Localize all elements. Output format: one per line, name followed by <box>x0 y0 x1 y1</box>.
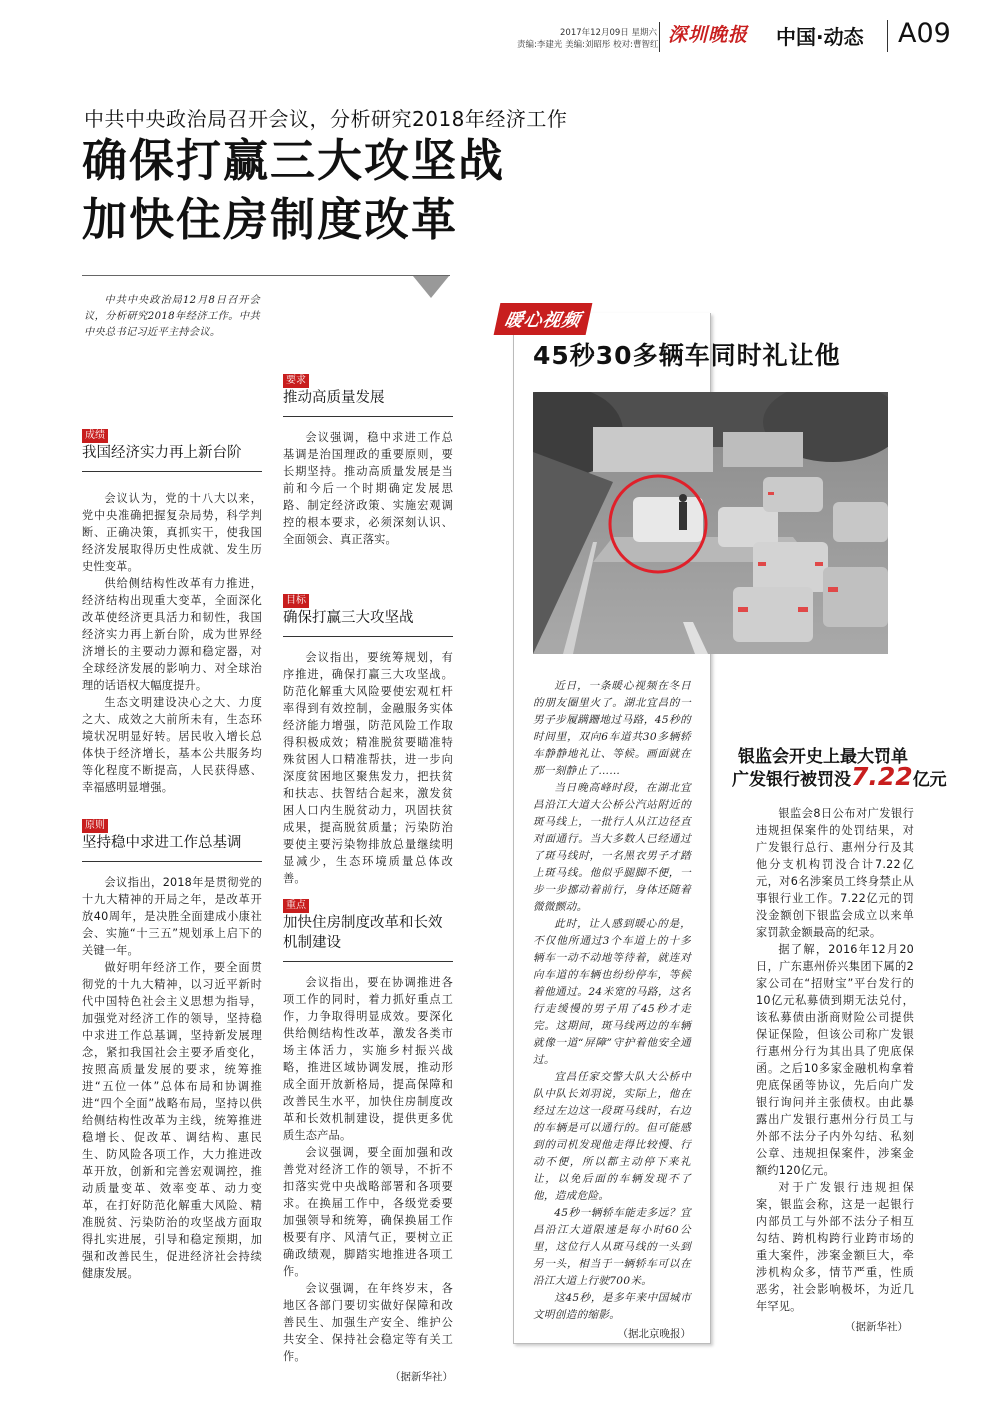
section-tag: 重点 <box>283 899 309 913</box>
main-headline-2: 加快住房制度改革 <box>82 193 459 246</box>
traffic-photo <box>533 392 888 654</box>
main-kicker: 中共中央政治局召开会议，分析研究2018年经济工作 <box>84 107 568 131</box>
page-number: A09 <box>898 18 951 49</box>
paragraph: 宜昌任家交警大队大公桥中队中队长刘羽说，实际上，他在经过左边这一段斑马线时，右边的车辆是可以通行的。但可能感到的司机发现他走得比较慢、行动不便，所以都主动停下来礼让，以免后面的车辆发现不了他，造成危险。 <box>533 1071 691 1202</box>
video-label: 暖心视频 <box>494 303 593 335</box>
paragraph: 当日晚高峰时段，在湖北宜昌沿江大道大公桥公汽站附近的斑马线上，一批行人从江边径直对面通行。当大多数人已经通过了斑马线时，一名黑衣男子才踏上斑马线。他似乎腿脚不便，一步一步挪动着前行，身体还随着微微颤动。 <box>533 782 691 913</box>
paragraph: 会议强调，在年终岁末，各地区各部门要切实做好保障和改善民生、加强生产安全、维护公共安全、保持社会稳定等有关工作。 <box>283 1282 453 1363</box>
paragraph: 近日，一条暖心视频在冬日的朋友圈里火了。湖北宜昌的一男子步履蹒跚地过马路，45秒的时间里，双向6车道共30多辆轿车静静地礼让、等候。画面就在那一刻静止了…… <box>533 680 691 777</box>
main-lead <box>84 293 260 341</box>
section-title: 坚持稳中求进工作总基调 <box>82 835 242 851</box>
bank-headline-2 <box>732 762 947 791</box>
section-divider <box>82 861 262 862</box>
section-principle <box>82 813 262 1282</box>
section-title: 我国经济实力再上新台阶 <box>82 445 242 461</box>
rule-triangle-icon <box>413 276 449 298</box>
article-source: （据新华社） <box>390 1371 453 1383</box>
section-achievements <box>82 423 262 796</box>
section-title: 确保打赢三大攻坚战 <box>283 610 414 626</box>
paragraph: 会议指出，2018年是贯彻党的十九大精神的开局之年，是改革开放40周年，是决胜全面建成小康社会、实施“十三五”规划承上启下的关键一年。 <box>82 876 262 957</box>
header-date: 2017年12月09日 星期六 <box>560 28 657 38</box>
paragraph: 会议认为，党的十八大以来，党中央准确把握复杂局势，科学判断、正确决策，真抓实干，使我国经济发展取得历史性成就、发生历史性变革。 <box>82 492 262 573</box>
section-divider <box>283 961 453 962</box>
section-tag: 要求 <box>283 374 309 388</box>
article-source: （据新华社） <box>845 1321 908 1333</box>
header-divider-1 <box>659 22 660 52</box>
main-headline-1: 确保打赢三大攻坚战 <box>82 134 506 187</box>
section-divider <box>283 416 453 417</box>
paragraph: 银监会8日公布对广发银行违规担保案件的处罚结果，对广发银行总行、惠州分行及其他分支机构罚没合计7.22亿元，对6名涉案员工终身禁止从事银行业工作。7.22亿元的罚没金额创下银监会成立以来单家罚款金额最高的纪录。 <box>756 807 914 939</box>
section-name: 中国·动态 <box>776 25 864 49</box>
paragraph: 做好明年经济工作，要全面贯彻党的十九大精神，以习近平新时代中国特色社会主义思想为指导，加强党对经济工作的领导，坚持稳中求进工作总基调，坚持新发展理念，紧扣我国社会主要矛盾变化，按照高质量发展的要求，统筹推进“五位一体”总体布局和协调推进“四个全面”战略布局，坚持以供给侧结构性改革为主线，统筹推进稳增长、促改革、调结构、惠民生、防风险各项工作，大力推进改革开放，创新和完善宏观调控，推动质量变革、效率变革、动力变革，在打好防范化解重大风险、精准脱贫、污染防治的攻坚战方面取得扎实进展，引导和稳定预期，加强和改善民生，促进经济社会持续健康发展。 <box>82 961 262 1280</box>
paragraph: 45秒一辆轿车能走多远？宜昌沿江大道限速是每小时60公里，这位行人从斑马线的一头到另一头，相当于一辆轿车可以在沿江大道上行驶700米。 <box>533 1207 691 1287</box>
paragraph: 会议指出，要在协调推进各项工作的同时，着力抓好重点工作，力争取得明显成效。要深化供给侧结构性改革，激发各类市场主体活力，实施乡村振兴战略，推进区域协调发展，推动形成全面开放新格局，提高保障和改善民生水平，加快住房制度改革和长效机制建设，提供更多优质生态产品。 <box>283 976 453 1142</box>
paragraph: 会议强调，稳中求进工作总基调是治国理政的重要原则，要长期坚持。推动高质量发展是当前和今后一个时期确定发展思路、制定经济政策、实施宏观调控的根本要求，必须深刻认识、全面领会、真正落实。 <box>283 431 453 546</box>
header-editors: 责编:李建光 美编:刘昭彤 校对:曹智红 <box>517 40 659 50</box>
section-requirement <box>283 368 453 548</box>
paragraph: 对于广发银行违规担保案，银监会称，这是一起银行内部员工与外部不法分子相互勾结、跨机构跨行业跨市场的重大案件，涉案金额巨大，牵涉机构众多，情节严重，性质恶劣，社会影响极坏，为近几年罕见。 <box>756 1181 914 1313</box>
section-tag: 成绩 <box>82 429 108 443</box>
paragraph: 生态文明建设决心之大、力度之大、成效之大前所未有，生态环境状况明显好转。居民收入增长总体快于经济增长，基本公共服务均等化程度不断提高，人民获得感、幸福感明显增强。 <box>82 696 262 794</box>
article-source: （据北京晚报） <box>617 1328 691 1340</box>
bank-fine-amount: 7.22 <box>851 762 913 791</box>
headline-rule <box>82 275 450 276</box>
video-article-body <box>533 678 691 1341</box>
bank-article-body <box>756 805 914 1334</box>
paragraph: 会议强调，要全面加强和改善党对经济工作的领导，不折不扣落实党中央战略部署和各项要求。在换届工作中，各级党委要加强领导和统筹，确保换届工作极要有序、风清气正，要树立正确政绩观，脚踏实地推进各项工作。 <box>283 1146 453 1278</box>
paragraph: 据了解，2016年12月20日，广东惠州侨兴集团下属的2家公司在“招财宝”平台发行的10亿元私募债到期无法兑付，该私募债由浙商财险公司提供保证保险，但该公司称广发银行惠州分行为其出具了兜底保函。之后10多家金融机构拿着兜底保函等协议，先后向广发银行询问并主张债权。由此暴露出广发银行惠州分行员工与外部不法分子内外勾结、私刻公章、违规担保案件，涉案金额约120亿元。 <box>756 943 914 1177</box>
section-divider <box>82 471 262 472</box>
main-lead-text: 中共中央政治局12月8日召开会议，分析研究2018年经济工作。中共中央总书记习近平主持会议。 <box>84 295 260 338</box>
paragraph: 会议指出，要统筹规划，有序推进，确保打赢三大攻坚战。防范化解重大风险要使宏观杠杆率得到有效控制，金融服务实体经济能力增强，防范风险工作取得积极成效；精准脱贫要瞄准特殊贫困人口精准帮扶，进一步向深度贫困地区聚焦发力，把扶贫和扶志、扶智结合起来，激发贫困人口内生脱贫动力，巩固扶贫成果，提高脱贫质量；污染防治要使主要污染物排放总量继续明显减少，生态环境质量总体改善。 <box>283 651 453 885</box>
bank-headline-suffix: 亿元 <box>912 770 947 790</box>
section-title: 加快住房制度改革和长效机制建设 <box>283 915 443 951</box>
paragraph: 此时，让人感到暖心的是，不仅他所通过3个车道上的十多辆车一动不动地等待着，就连对向车道的车辆也纷纷停车，等候着他通过。24米宽的马路，这名行走缓慢的男子用了45秒才走完。这期间，斑马线两边的车辆就像一道“屏障”守护着他安全通过。 <box>533 918 691 1066</box>
section-divider <box>283 636 453 637</box>
video-still-image <box>533 392 888 654</box>
brand-logo: 深圳晚报 <box>668 24 749 46</box>
header-divider-2 <box>887 20 888 52</box>
section-goal <box>283 588 453 887</box>
section-title: 推动高质量发展 <box>283 390 385 406</box>
bank-headline-prefix: 广发银行被罚没 <box>732 770 851 790</box>
section-tag: 原则 <box>82 819 108 833</box>
paragraph: 供给侧结构性改革有力推进，经济结构出现重大变革，全面深化改革使经济更具活力和韧性，我国经济实力再上新台阶，成为世界经济增长的主要动力源和稳定器，对全球经济发展的影响力、对全球治理的话语权大幅度提升。 <box>82 577 262 692</box>
paragraph: 这45秒，是多年来中国城市文明创造的缩影。 <box>533 1292 691 1321</box>
section-focus <box>283 893 453 1384</box>
bank-headline-1: 银监会开史上最大罚单 <box>738 747 908 767</box>
video-headline: 45秒30多辆车同时礼让他 <box>533 341 841 370</box>
section-tag: 目标 <box>283 594 309 608</box>
page-header <box>0 0 986 60</box>
